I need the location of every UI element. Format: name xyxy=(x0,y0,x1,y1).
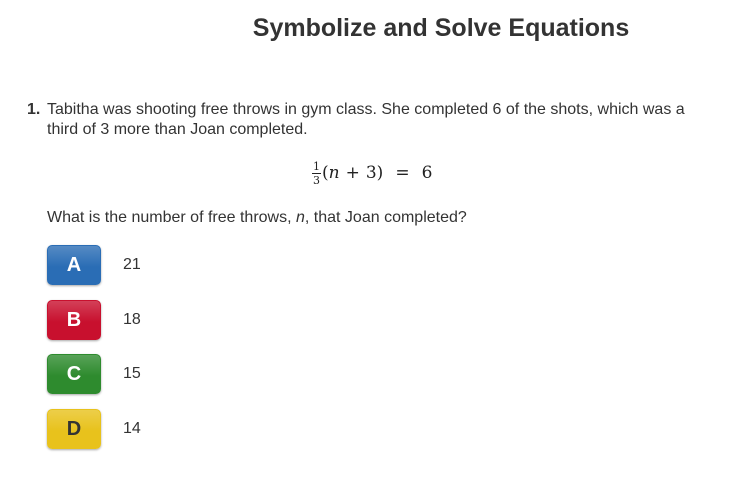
fraction-denominator: 3 xyxy=(313,173,320,187)
choice-b[interactable] xyxy=(47,300,141,340)
choice-d-text[interactable]: 14 xyxy=(123,420,141,437)
question-prompt xyxy=(47,209,467,227)
equation-plus: + xyxy=(345,163,360,183)
prompt-after: , that Joan completed? xyxy=(304,209,467,226)
prompt-variable: n xyxy=(296,209,305,226)
question-text: Tabitha was shooting free throws in gym class. She completed 6 of the shots, which was a third of 3 more than Joan completed. xyxy=(47,101,685,138)
equation-equals: = xyxy=(395,163,410,183)
choice-a-text[interactable]: 21 xyxy=(123,256,141,273)
choice-c[interactable] xyxy=(47,354,141,394)
choice-b-text[interactable]: 18 xyxy=(123,311,141,328)
equation-open-paren: ( xyxy=(322,163,329,183)
choice-d[interactable] xyxy=(47,409,141,449)
choice-d-button[interactable]: D xyxy=(47,409,101,449)
choice-a[interactable] xyxy=(47,245,141,285)
page-title: Symbolize and Solve Equations xyxy=(252,14,630,42)
prompt-before: What is the number of free throws, xyxy=(47,209,296,226)
equation-fraction xyxy=(312,161,321,186)
choice-c-text[interactable]: 15 xyxy=(123,365,141,382)
choice-b-button[interactable]: B xyxy=(47,300,101,340)
question xyxy=(27,100,717,140)
question-number: 1. xyxy=(27,101,41,118)
equation-result: 6 xyxy=(421,163,433,183)
equation xyxy=(312,158,432,188)
choice-c-button[interactable]: C xyxy=(47,354,101,394)
fraction-numerator: 1 xyxy=(313,159,320,173)
choice-a-button[interactable]: A xyxy=(47,245,101,285)
equation-close-paren: ) xyxy=(376,163,384,183)
equation-variable: n xyxy=(328,163,340,183)
equation-addend: 3 xyxy=(365,163,377,183)
